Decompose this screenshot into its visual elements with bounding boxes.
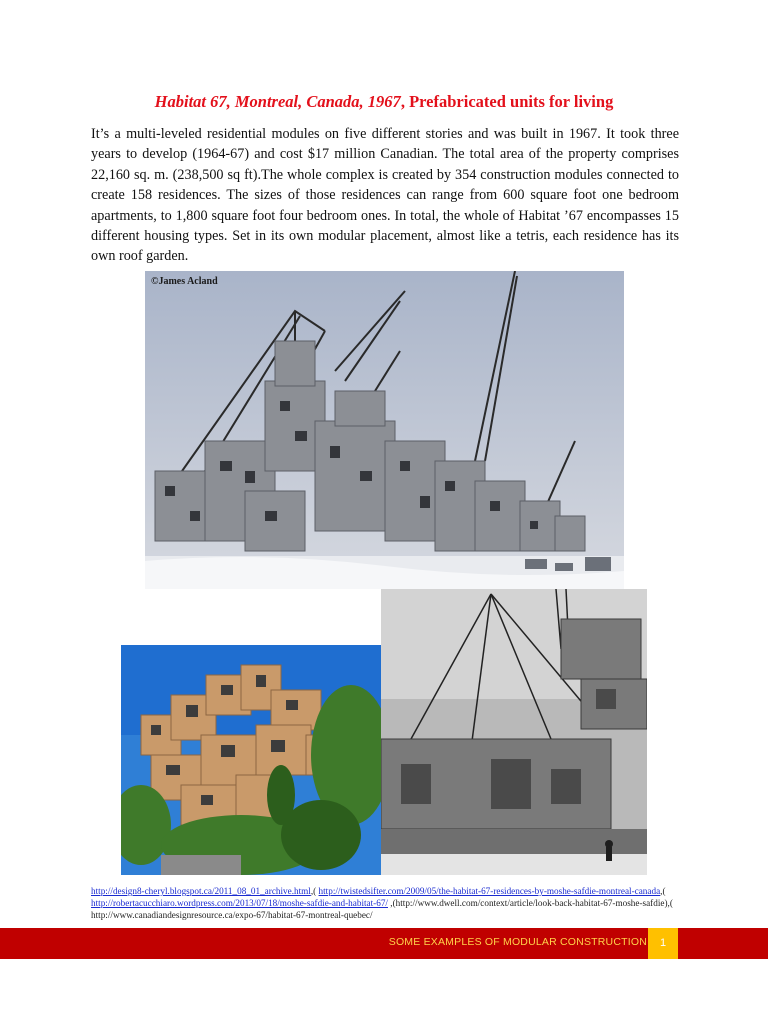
- photo-credit: ©James Acland: [151, 276, 218, 287]
- page-number: 1: [648, 928, 678, 959]
- footer-label: SOME EXAMPLES OF MODULAR CONSTRUCTION: [388, 936, 647, 948]
- title-rest: , Prefabricated units for living: [400, 92, 614, 111]
- source-link-1[interactable]: http://design8-cheryl.blogspot.ca/2011_08_01_archive.html: [91, 886, 311, 896]
- source-link-3[interactable]: http://robertacucchiaro.wordpress.com/2013/07/18/moshe-safdie-and-habitat-67/: [91, 898, 388, 908]
- source-separator-2: ,(: [660, 886, 666, 896]
- habitat-color-photo: [121, 645, 381, 875]
- source-link-2[interactable]: http://twistedsifter.com/2009/05/the-habitat-67-residences-by-moshe-safdie-montreal-canada: [318, 886, 661, 896]
- page-title: [0, 92, 768, 112]
- title-italic: Habitat 67, Montreal, Canada, 1967: [154, 92, 401, 111]
- image-sources: [91, 885, 683, 921]
- body-paragraph: It’s a multi-leveled residential modules on five different stories and was built in 1967. It took three years to develop (1964-67) and cost $17 million Canadian. The total area of the property comprises 22,160 sq. m. (238,500 sq ft).The whole complex is created by 354 construction modules connected to create 158 residences. The sizes of those residences can range from 600 square foot one bedroom apartments, to 1,800 square foot four bedroom ones. In total, the whole of Habitat ’67 encompasses 15 different housing types. Set in its own modular placement, almost like a tetris, each residence has its own roof garden.: [91, 126, 679, 265]
- source-separator-1: ,(: [310, 886, 319, 896]
- habitat-construction-photo: [145, 271, 624, 589]
- module-lifting-photo: [381, 589, 647, 875]
- source-rest: ,(http://www.dwell.com/context/article/look-back-habitat-67-moshe-safdie),( http://www.canadiandesignresource.ca/expo-67/habitat-67-montreal-quebec/: [91, 898, 673, 920]
